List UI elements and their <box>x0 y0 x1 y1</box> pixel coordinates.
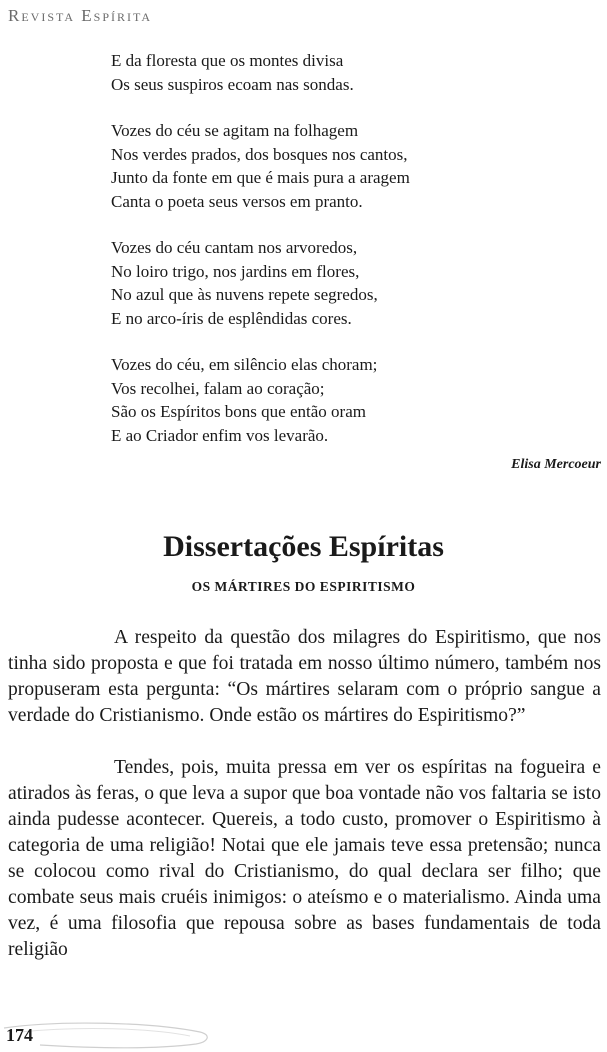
poem-line: Junto da fonte em que é mais pura a aragem <box>111 168 410 187</box>
article-body <box>8 625 601 989</box>
poem-line: Canta o poeta seus versos em pranto. <box>111 191 363 211</box>
poem-stanza <box>111 119 551 213</box>
body-paragraph: A respeito da questão dos milagres do Espiritismo, que nos tinha sido proposta e que foi tratada em nosso último número, também nos propuseram esta pergunta: “Os mártires selaram com o próprio sangue a verdade do Cristianismo. Onde estão os mártires do Espiritismo?” <box>8 627 601 726</box>
poem-line: Os seus suspiros ecoam nas sondas. <box>111 74 354 94</box>
decorative-swoosh-icon <box>0 1018 230 1052</box>
section-title: Dissertações Espíritas <box>163 530 444 563</box>
poem-line: Vozes do céu, em silêncio elas choram; <box>111 355 378 374</box>
poem-line: No azul que às nuvens repete segredos, <box>111 285 378 304</box>
poem-author: Elisa Mercoeur <box>511 457 601 472</box>
running-title: Revista Espírita <box>8 6 153 25</box>
poem-line: E ao Criador enfim vos levarão. <box>111 425 329 445</box>
poem-line: São os Espíritos bons que então oram <box>111 402 366 421</box>
body-paragraph: Tendes, pois, muita pressa em ver os espíritas na fogueira e atirados às feras, o que leva a supor que boa vontade não vos faltaria se isto ainda pudesse acontecer. Quereis, a todo custo, promover o Espiritismo à categoria de uma religião! Notai que ele jamais teve essa pretensão; nunca se colocou como rival do Cristianismo, do qual declara ser filho; que combate seus mais cruéis inimigos: o ateísmo e o materialismo. Ainda uma vez, é uma filosofia que repousa sobre as bases fundamentais de toda religião <box>8 757 601 960</box>
poem-line: E no arco-íris de esplêndidas cores. <box>111 308 352 328</box>
poem-stanza <box>111 353 551 447</box>
page-number: 174 <box>6 1025 33 1045</box>
poem-line: Nos verdes prados, dos bosques nos cantos, <box>111 144 408 164</box>
poem-line: E da floresta que os montes divisa <box>111 51 344 70</box>
section-subtitle: OS MÁRTIRES DO ESPIRITISMO <box>191 579 416 594</box>
poem <box>111 49 551 470</box>
poem-line: Vos recolhei, falam ao coração; <box>111 378 325 398</box>
poem-line: Vozes do céu cantam nos arvoredos, <box>111 238 358 257</box>
poem-line: Vozes do céu se agitam na folhagem <box>111 121 359 140</box>
poem-stanza <box>111 49 551 96</box>
poem-stanza <box>111 236 551 330</box>
poem-line: No loiro trigo, nos jardins em flores, <box>111 261 360 281</box>
